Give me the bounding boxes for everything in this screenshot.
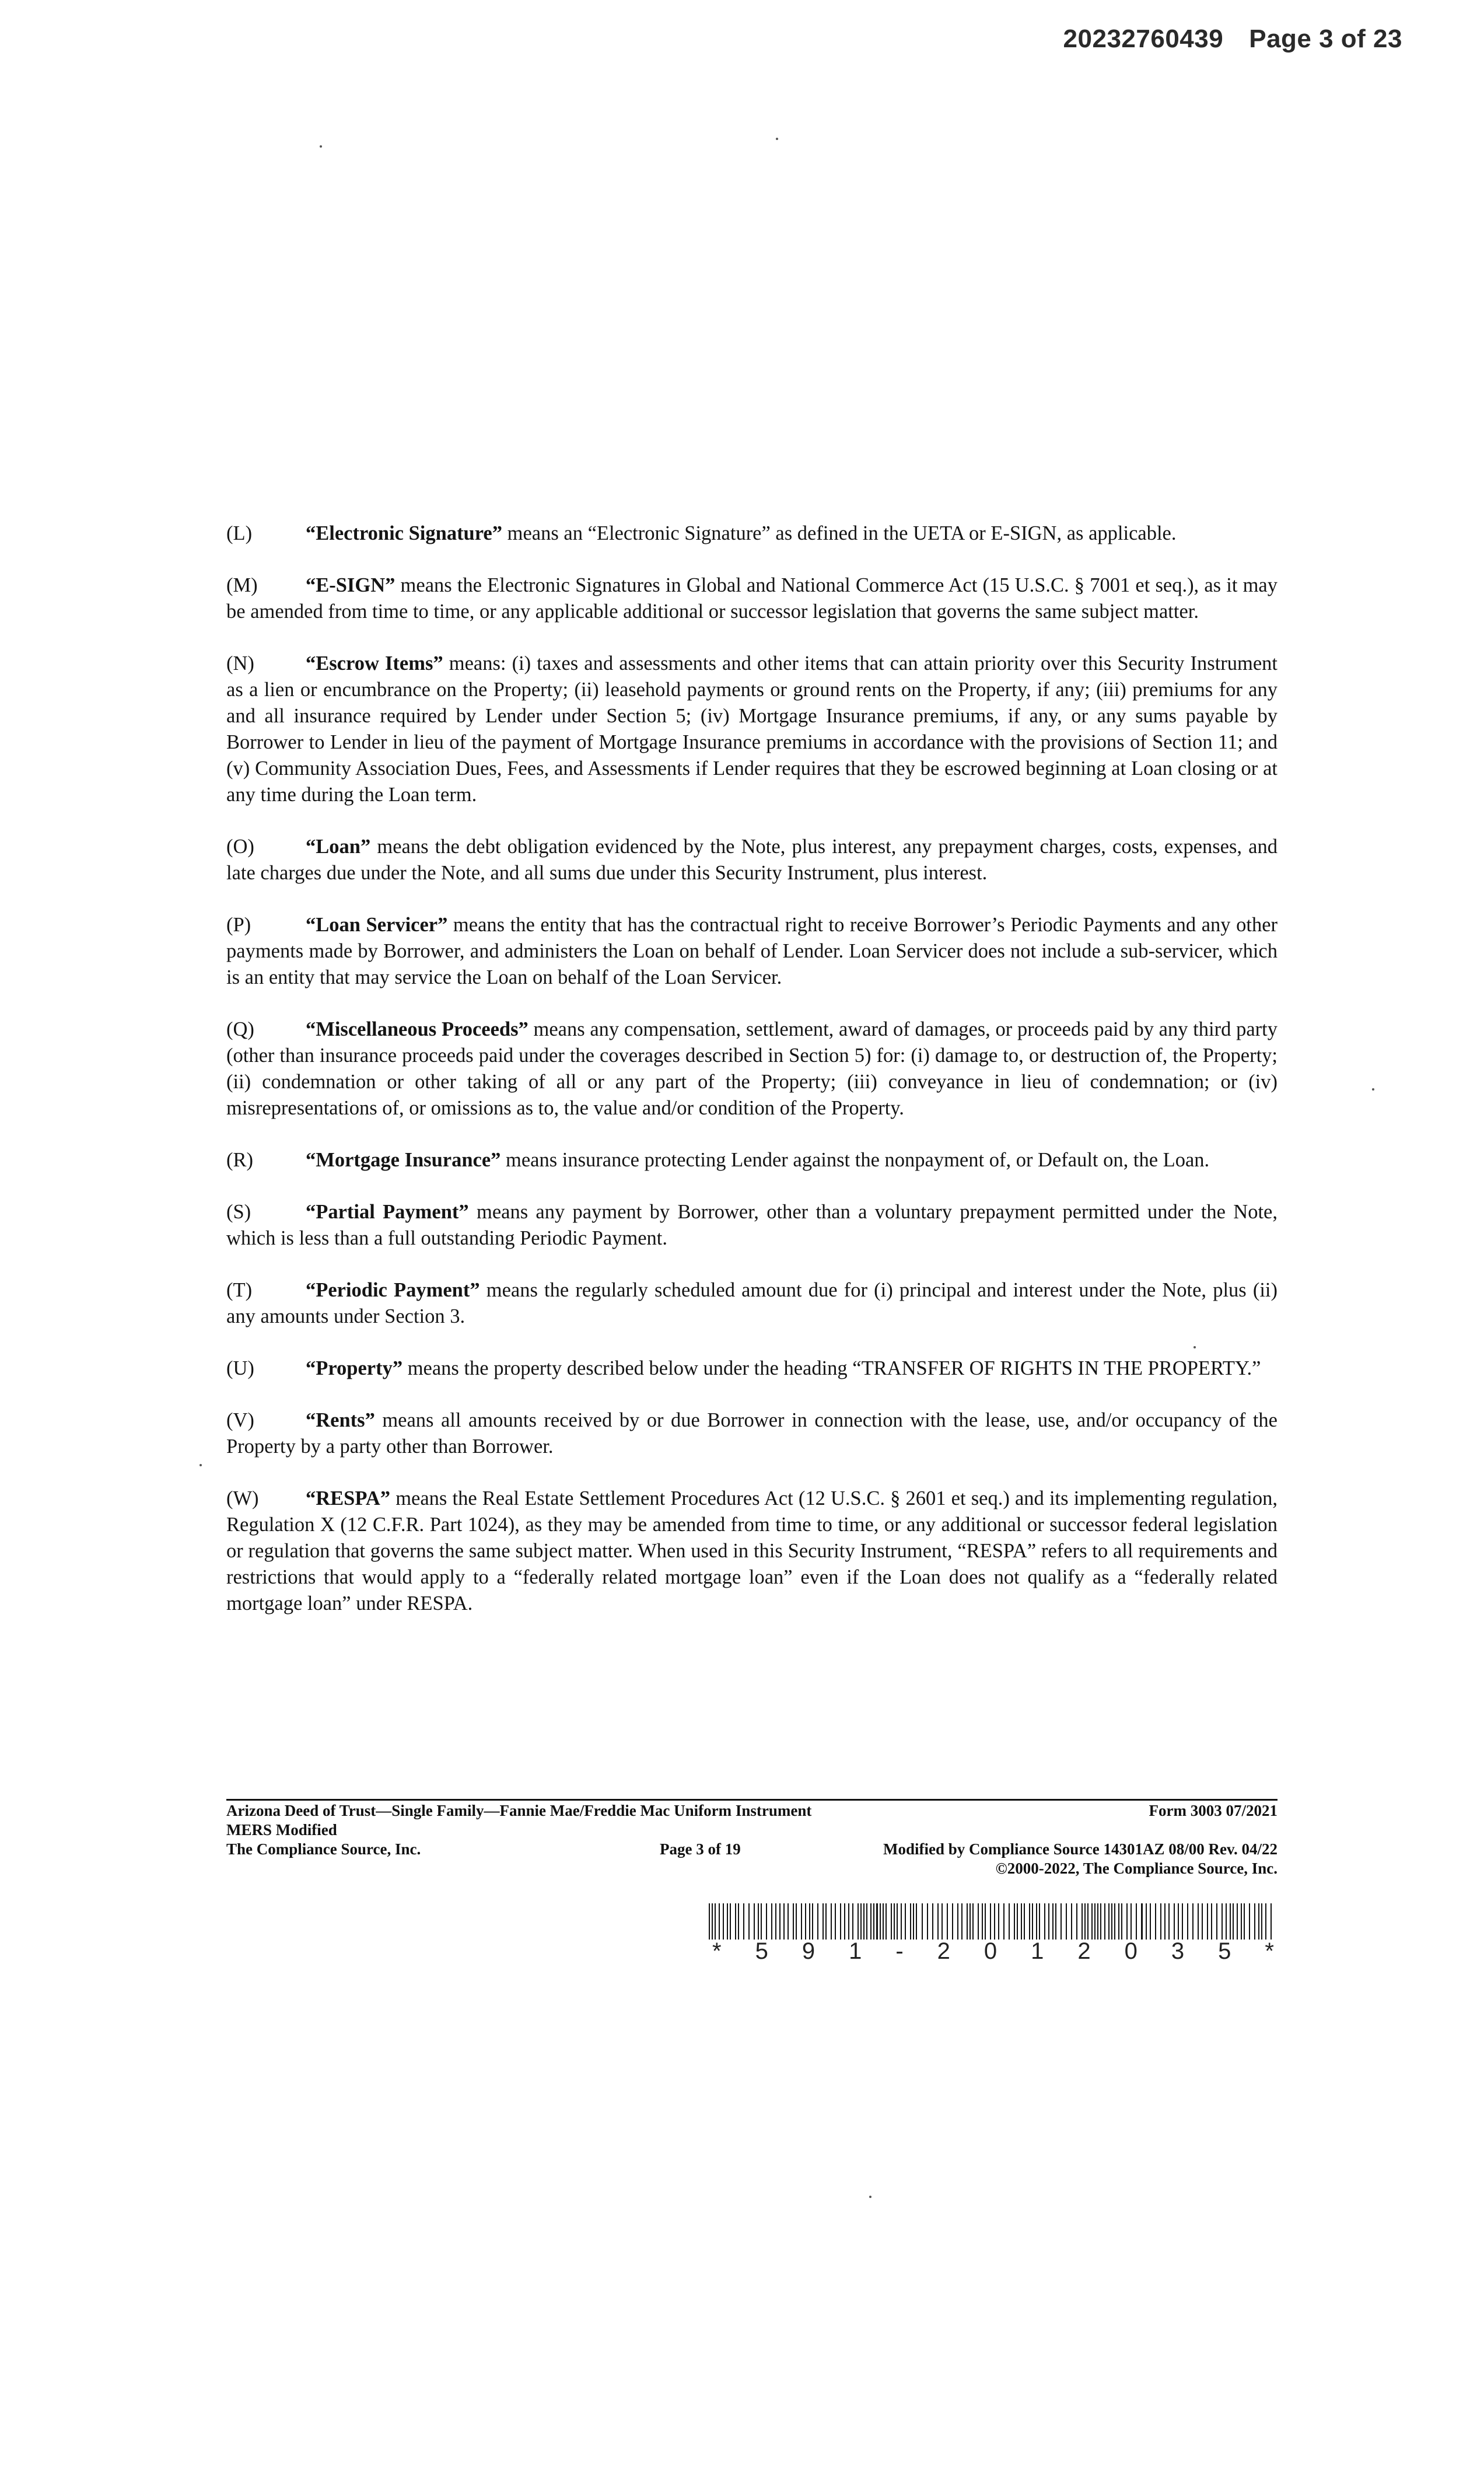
definition-letter: (N) [226,652,254,675]
definition-letter: (V) [226,1409,254,1431]
barcode-bar [738,1903,739,1940]
form-footer [226,1801,1278,1889]
barcode-bar [779,1903,780,1940]
barcode-character: * [1265,1938,1274,1964]
barcode-bar [1036,1903,1037,1940]
scan-speck [1194,1346,1196,1348]
barcode-bar [1014,1903,1015,1940]
barcode-bar [985,1903,986,1940]
definition-paragraph [226,1355,1278,1382]
barcode-bar [748,1903,750,1940]
definition-term: “Loan” [306,836,371,858]
barcode-bar [822,1903,824,1940]
barcode-bar [1121,1903,1122,1940]
scan-speck [200,1464,202,1466]
definition-letter: (O) [226,836,254,858]
barcode-character: * [712,1938,722,1964]
barcode-bar [835,1903,836,1940]
definition-letter: (W) [226,1487,259,1509]
barcode-bar [793,1903,794,1940]
barcode-bar [1174,1903,1175,1940]
barcode-bar [831,1903,832,1940]
barcode-bar [952,1903,953,1940]
barcode-character: 0 [984,1938,998,1964]
barcode-bar [1226,1903,1227,1940]
barcode-bar [916,1903,917,1940]
barcode-bar [897,1903,898,1940]
definition-paragraph [226,912,1278,991]
barcode-bar [1039,1903,1040,1940]
definition-term: “RESPA” [306,1487,391,1509]
barcode-character: 2 [937,1938,950,1964]
barcode-bar [910,1903,911,1940]
definition-paragraph [226,834,1278,886]
definition-paragraph [226,572,1278,625]
barcode-bar [883,1903,884,1940]
barcode-bar [730,1903,731,1940]
barcode-bar [1150,1903,1151,1940]
barcode-bar [972,1903,974,1940]
publisher: The Compliance Source, Inc. [226,1840,421,1858]
definition-letter: (Q) [226,1018,254,1040]
barcode-character: 3 [1171,1938,1185,1964]
barcode-bar [858,1903,859,1940]
barcode-bar [723,1903,724,1940]
scan-speck [776,138,778,140]
barcode-character: 5 [755,1938,768,1964]
barcode-bar [1066,1903,1067,1940]
barcode-bar [1100,1903,1101,1940]
barcode-bar [1048,1903,1049,1940]
barcode-bar [886,1903,887,1940]
barcode-bar [922,1903,923,1940]
barcode-bar [1258,1903,1259,1940]
barcode-bar [1003,1903,1005,1940]
barcode-character: - [895,1938,904,1964]
definition-term: “Mortgage Insurance” [306,1149,501,1171]
barcode-bar [1082,1903,1083,1940]
barcode-bar [863,1903,864,1940]
barcode-bar [1071,1903,1072,1940]
definition-text: means insurance protecting Lender against the nonpayment of, or Default on, the Loan. [501,1149,1210,1171]
definition-paragraph [226,1016,1278,1121]
barcode-bar [1230,1903,1231,1940]
scan-speck [320,145,322,148]
definition-paragraph [226,1277,1278,1330]
barcode-bar [1249,1903,1250,1940]
barcode-bar [1021,1903,1022,1940]
barcode-bar [1111,1903,1112,1940]
barcode-bar [848,1903,849,1940]
barcode-bar [1202,1903,1203,1940]
barcode-bar [932,1903,933,1940]
barcode-bar [1104,1903,1105,1940]
barcode-bar [771,1903,772,1940]
definitions-list [226,520,1278,1643]
barcode-bar [719,1903,720,1940]
barcode-bar [957,1903,958,1940]
definition-paragraph [226,1147,1278,1173]
barcode-bar [1141,1903,1143,1940]
barcode-bar [1198,1903,1199,1940]
barcode-bar [978,1903,979,1940]
definition-text: means all amounts received by or due Borrower in connection with the lease, use, and/or occupancy of the Property by a party other than Borrower. [226,1409,1278,1458]
barcode [709,1903,1278,1940]
barcode-bar [758,1903,759,1940]
barcode-bar [1265,1903,1266,1940]
barcode-bar [860,1903,862,1940]
barcode-bar [1076,1903,1077,1940]
definition-term: “Periodic Payment” [306,1279,480,1301]
definition-term: “Rents” [306,1409,375,1431]
barcode-bar [1164,1903,1166,1940]
barcode-bar [1114,1903,1115,1940]
definition-text: means the regularly scheduled amount due for (i) principal and interest under the Note, plus (ii) any amounts under Section 3. [226,1279,1278,1327]
barcode-bar [1126,1903,1128,1940]
barcode-bar [1216,1903,1217,1940]
barcode-bar [743,1903,744,1940]
definition-letter: (U) [226,1357,254,1379]
barcode-bar [1211,1903,1212,1940]
barcode-character: 2 [1077,1938,1091,1964]
barcode-bar [1187,1903,1188,1940]
barcode-bar [709,1903,710,1940]
barcode-bar [870,1903,872,1940]
barcode-bar [1155,1903,1156,1940]
definition-paragraph [226,651,1278,808]
barcode-bar [1052,1903,1054,1940]
barcode-bar [735,1903,736,1940]
barcode-caption [709,1938,1278,1965]
form-number: Form 3003 07/2021 [1149,1802,1278,1819]
definition-text: means: (i) taxes and assessments and other items that can attain priority over this Security Instrument as a lien or encumbrance on the Property; (ii) leasehold payments or ground rents on the Property, if any; (iii) premiums for any and all insurance required by Lender under Section 5; (iv) Mortgage Insurance premiums, if any, or any sums payable by Borrower to Lender in lieu of the payment of Mortgage Insurance premiums in accordance with the provisions of Section 11; and (v) Community Association Dues, Fees, and Assessments if Lender requires that they be escrowed beginning at Loan closing or at any time during the Loan term. [226,652,1278,806]
definition-text: means any payment by Borrower, other than a voluntary prepayment permitted under the Note, which is less than a full outstanding Periodic Payment. [226,1201,1278,1249]
barcode-bar [942,1903,943,1940]
barcode-bar [1192,1903,1194,1940]
definition-letter: (M) [226,574,258,596]
barcode-bar [961,1903,963,1940]
modified-line: Modified by Compliance Source 14301AZ 08/00 Rev. 04/22 [883,1840,1278,1858]
barcode-bar [766,1903,767,1940]
barcode-bar [913,1903,914,1940]
barcode-character: 9 [802,1938,816,1964]
barcode-bar [1168,1903,1170,1940]
form-title: Arizona Deed of Trust—Single Family—Fannie Mae/Freddie Mac Uniform Instrument [226,1802,812,1819]
definition-term: “Partial Payment” [306,1201,469,1223]
barcode-bar [1136,1903,1137,1940]
barcode-bar [1244,1903,1245,1940]
barcode-bar [982,1903,983,1940]
barcode-bar [1032,1903,1033,1940]
barcode-bar [1261,1903,1262,1940]
barcode-character: 5 [1218,1938,1231,1964]
definition-text: means the entity that has the contractual right to receive Borrower’s Periodic Payments and any other payments made by Borrower, and administers the Loan on behalf of Lender. Loan Servicer does not include a sub-servicer, which is an entity that may service the Loan on behalf of the Loan Servicer. [226,914,1278,988]
barcode-bar [801,1903,802,1940]
definition-letter: (P) [226,914,251,936]
barcode-character: 1 [1031,1938,1044,1964]
barcode-bar [1091,1903,1093,1940]
definition-paragraph [226,1486,1278,1617]
definition-letter: (R) [226,1149,253,1171]
barcode-bar [967,1903,968,1940]
barcode-bar [876,1903,878,1940]
barcode-bar [998,1903,999,1940]
barcode-bar [1254,1903,1255,1940]
definition-letter: (S) [226,1201,251,1223]
definition-paragraph [226,520,1278,547]
barcode-bar [812,1903,813,1940]
barcode-bar [1233,1903,1234,1940]
definition-text: means any compensation, settlement, award of damages, or proceeds paid by any third party (other than insurance proceeds paid under the coverages described in Section 5) for: (i) damage to, or destruction of, the Property; (ii) condemnation or other taking of all or any part of the Property; (iii) conveyance in lieu of condemnation; or (iv) misrepresentations of, or omissions as to, the value and/or condition of the Property. [226,1018,1278,1119]
barcode-bar [1270,1903,1272,1940]
scan-speck [1372,1088,1374,1091]
footer-divider [226,1799,1278,1801]
document-number: 20232760439 [1063,25,1224,53]
barcode-bar [1094,1903,1096,1940]
barcode-bar [891,1903,892,1940]
barcode-bar [873,1903,874,1940]
barcode-bar [894,1903,895,1940]
barcode-bar [880,1903,881,1940]
barcode-bar [1222,1903,1223,1940]
barcode-character: 1 [849,1938,862,1964]
barcode-bar [788,1903,789,1940]
barcode-bar [715,1903,716,1940]
barcode-bar [825,1903,827,1940]
barcode-bar [990,1903,991,1940]
definition-text: means the Electronic Signatures in Global and National Commerce Act (15 U.S.C. § 7001 et seq.), as it may be amended from time to time, or any applicable additional or successor legislation that governs the same subject matter. [226,574,1278,623]
definition-term: “Escrow Items” [306,652,443,675]
barcode-bar [805,1903,806,1940]
copyright: ©2000-2022, The Compliance Source, Inc. [995,1860,1278,1877]
barcode-bar [947,1903,948,1940]
barcode-bar [1207,1903,1208,1940]
barcode-bar [852,1903,853,1940]
barcode-bar [970,1903,971,1940]
definition-letter: (L) [226,522,253,544]
scan-speck [869,2196,872,2198]
form-page: Page 3 of 19 [660,1840,741,1858]
barcode-bar [937,1903,939,1940]
barcode-bar [1118,1903,1119,1940]
definition-text: means an “Electronic Signature” as defined in the UETA or E-SIGN, as applicable. [502,522,1177,544]
definition-text: means the property described below under the heading “TRANSFER OF RIGHTS IN THE PROPERTY.” [402,1357,1261,1379]
definition-term: “Miscellaneous Proceeds” [306,1018,528,1040]
barcode-bar [901,1903,902,1940]
barcode-bar [1084,1903,1086,1940]
barcode-bar [1017,1903,1018,1940]
barcode-bar [809,1903,810,1940]
barcode-bar [1029,1903,1030,1940]
barcode-bar [1024,1903,1025,1940]
barcode-bar [727,1903,728,1940]
barcode-bar [1130,1903,1132,1940]
barcode-bar [775,1903,776,1940]
barcode-bar [927,1903,928,1940]
barcode-bar [866,1903,867,1940]
barcode-bar [840,1903,841,1940]
barcode-bar [712,1903,713,1940]
definition-letter: (T) [226,1279,253,1301]
barcode-character: 0 [1124,1938,1138,1964]
definition-paragraph [226,1407,1278,1460]
mers-line: MERS Modified [226,1821,337,1839]
barcode-bar [1237,1903,1238,1940]
recording-header [1063,25,1402,54]
barcode-bar [1160,1903,1161,1940]
barcode-bar [1097,1903,1098,1940]
barcode-bar [1044,1903,1045,1940]
barcode-bar [1146,1903,1147,1940]
barcode-bar [1241,1903,1242,1940]
barcode-bar [1178,1903,1179,1940]
definition-term: “E-SIGN” [306,574,396,596]
barcode-bar [1108,1903,1110,1940]
barcode-bar [1060,1903,1062,1940]
definition-term: “Electronic Signature” [306,522,502,544]
definition-text: means the Real Estate Settlement Procedures Act (12 U.S.C. § 2601 et seq.) and its implementing regulation, Regulation X (12 C.F.R. Part 1024), as they may be amended from time to time, or any additional or successor federal legislation or regulation that governs the same subject matter. When used in this Security Instrument, “RESPA” refers to all requirements and restrictions that would apply to a “federally related mortgage loan” even if the Loan does not qualify as a “federally related mortgage loan” under RESPA. [226,1487,1278,1615]
barcode-bar [1009,1903,1010,1940]
barcode-bar [1182,1903,1183,1940]
barcode-bar [761,1903,762,1940]
definition-term: “Loan Servicer” [306,914,448,936]
barcode-bar [817,1903,818,1940]
barcode-bar [905,1903,906,1940]
definition-paragraph [226,1199,1278,1252]
definition-text: means the debt obligation evidenced by the Note, plus interest, any prepayment charges, costs, expenses, and late charges due under the Note, and all sums due under this Security Instrument, plus interest. [226,836,1278,884]
barcode-bar [1087,1903,1088,1940]
barcode-bar [994,1903,995,1940]
barcode-bar [796,1903,797,1940]
recording-page-label: Page 3 of 23 [1249,25,1402,53]
barcode-bar [844,1903,845,1940]
barcode-bar [1055,1903,1056,1940]
barcode-bar [783,1903,785,1940]
definition-term: “Property” [306,1357,403,1379]
barcode-bar [754,1903,755,1940]
